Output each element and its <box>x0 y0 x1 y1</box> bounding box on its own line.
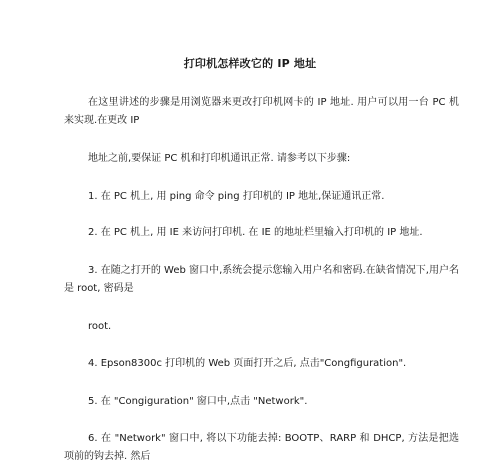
document-title: 打印机怎样改它的 IP 地址 <box>183 57 317 70</box>
paragraph-step-4: 4. Epson8300c 打印机的 Web 页面打开之后, 点击"Congfiguration". <box>88 358 407 369</box>
paragraph-root: root. <box>88 321 112 332</box>
paragraph-step-1: 1. 在 PC 机上, 用 ping 命令 ping 打印机的 IP 地址,保证通讯正常. <box>88 191 385 202</box>
paragraph-step-3: 3. 在随之打开的 Web 窗口中,系统会提示您输入用户名和密码.在缺省情况下,用户名是 root, 密码是 <box>64 265 459 294</box>
paragraph-step-5: 5. 在 "Congiguration" 窗口中,点击 "Network". <box>88 396 308 407</box>
paragraph-intro: 在这里讲述的步骤是用浏览器来更改打印机网卡的 IP 地址. 用户可以用一台 PC 机来实现.在更改 IP <box>64 97 459 126</box>
paragraph-before: 地址之前,要保证 PC 机和打印机通讯正常. 请参考以下步骤: <box>88 153 351 164</box>
paragraph-step-2: 2. 在 PC 机上, 用 IE 来访问打印机. 在 IE 的地址栏里输入打印机的 IP 地址. <box>88 227 423 238</box>
paragraph-step-6: 6. 在 "Network" 窗口中, 将以下功能去掉: BOOTP、RARP 和 DHCP, 方法是把选项前的钩去掉. 然后 <box>64 433 459 462</box>
